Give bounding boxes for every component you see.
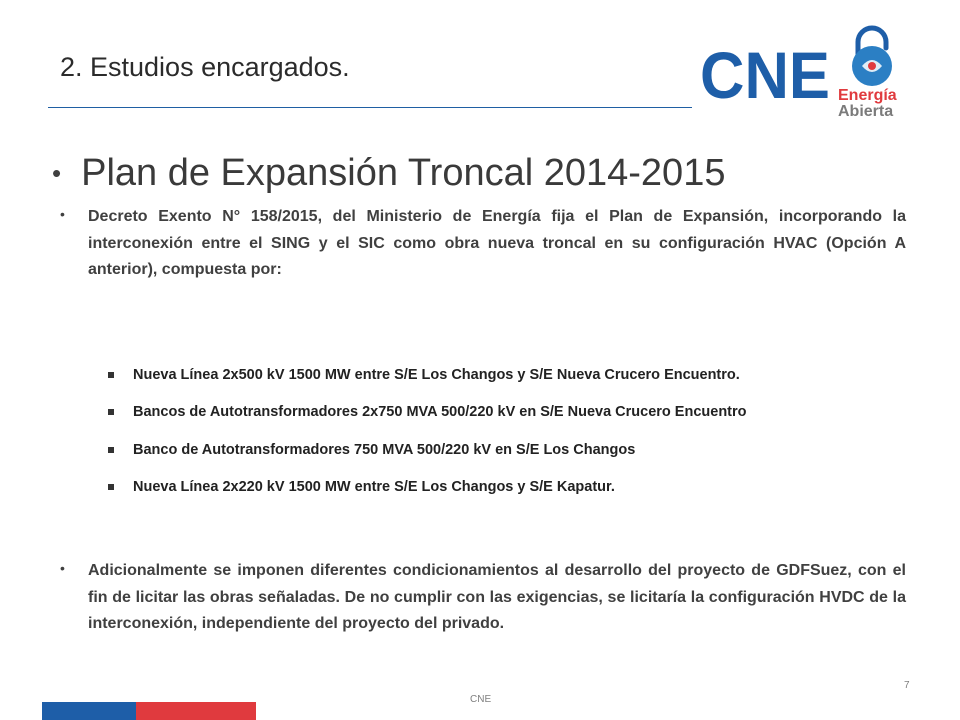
slide-title	[52, 152, 725, 195]
energia-label: Energía	[838, 87, 897, 104]
footer-label: CNE	[470, 694, 492, 705]
square-bullet-icon	[108, 409, 114, 415]
list-item-text: Nueva Línea 2x220 kV 1500 MW entre S/E Los Changos y S/E Kapatur.	[133, 479, 615, 496]
list-item	[108, 431, 747, 469]
works-list	[108, 356, 747, 506]
decree-paragraph: Decreto Exento N° 158/2015, del Ministerio de Energía fija el Plan de Expansión, incorporando la interconexión entre el SING y el SIC como obra nueva troncal en su configuración HVAC (Opción A anterior), compuesta por:	[88, 208, 906, 278]
list-item-text: Nueva Línea 2x500 kV 1500 MW entre S/E Los Changos y S/E Nueva Crucero Encuentro.	[133, 366, 740, 383]
bullet-icon: •	[60, 560, 65, 576]
header-divider	[48, 107, 692, 108]
list-item	[108, 469, 747, 507]
footer-bar-blue	[42, 702, 136, 720]
list-item	[108, 356, 747, 394]
cne-logo-text: CNE	[700, 44, 830, 102]
energia-abierta-wordmark	[838, 88, 918, 120]
footer-bar-red	[136, 702, 256, 720]
cne-logo	[700, 44, 832, 102]
square-bullet-icon	[108, 484, 114, 490]
conditions-paragraph: Adicionalmente se imponen diferentes condicionamientos al desarrollo del proyecto de GDFSuez, con el fin de licitar las obras señaladas. De no cumplir con las exigencias, se licitaría la configuración HVDC de la interconexión, independiente del proyecto del privado.	[88, 562, 906, 632]
abierta-label: Abierta	[838, 103, 894, 120]
title-bullet-icon: •	[52, 158, 62, 188]
list-item-text: Bancos de Autotransformadores 2x750 MVA 500/220 kV en S/E Nueva Crucero Encuentro	[133, 404, 747, 421]
page-number: 7	[904, 680, 910, 691]
bullet-icon: •	[60, 206, 65, 222]
list-item	[108, 394, 747, 432]
square-bullet-icon	[108, 372, 114, 378]
section-title: 2. Estudios encargados.	[60, 52, 350, 82]
list-item-text: Banco de Autotransformadores 750 MVA 500/220 kV en S/E Los Changos	[133, 441, 636, 458]
square-bullet-icon	[108, 447, 114, 453]
slide-title-text: Plan de Expansión Troncal 2014-2015	[81, 152, 726, 194]
